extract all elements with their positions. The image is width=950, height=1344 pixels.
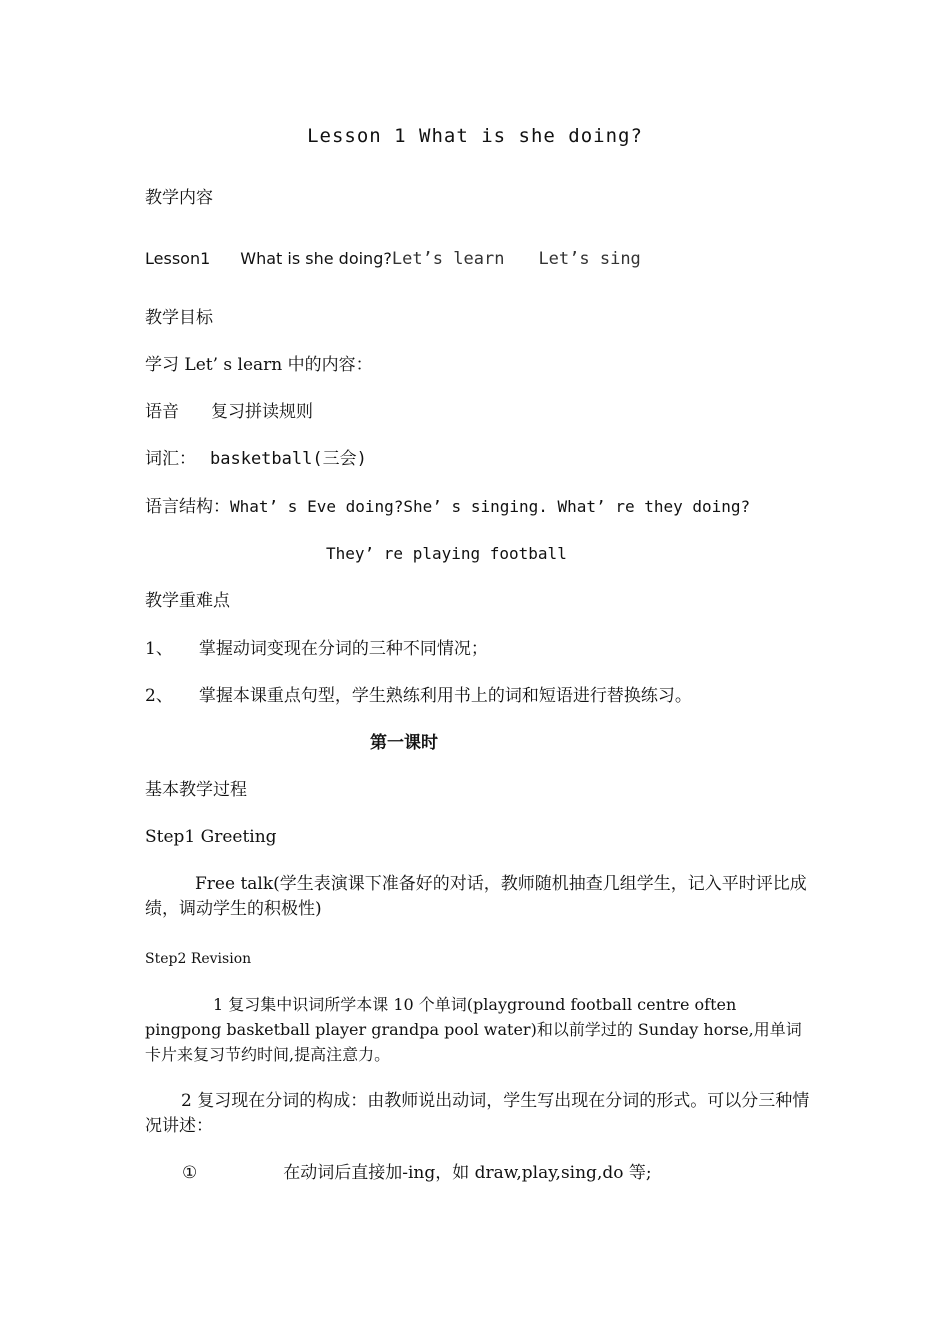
vocab-text: basketball(三会) [210,449,367,469]
free-talk-paragraph: Free talk(学生表演课下准备好的对话，教师随机抽查几组学生，记入平时评比成绩，调动学生的积极性) [145,874,807,919]
lesson-line [145,247,641,271]
revision-paragraph-1: 1 复习集中识词所学本课 10 个单词(playground football centre often pingpong basketball player grandpa pool water)和以前学过的 Sunday horse,用单词卡片来复习节约时间,提高注意力。 [145,995,802,1064]
lets-sing-label: Let’s sing [538,249,641,269]
vocab-label: 词汇： [145,449,196,469]
revision-paragraph-2: 2 复习现在分词的构成：由教师说出动词，学生写出现在分词的形式。可以分三种情况讲述： [145,1091,810,1136]
structure-text-2: They’ re playing football [326,544,567,563]
key-point-text: 掌握本课重点句型，学生熟练利用书上的词和短语进行替换练习。 [198,686,692,706]
heading-teaching-goals: 教学目标 [145,308,213,328]
structure-line [145,495,750,519]
heading-teaching-content: 教学内容 [145,188,213,208]
step1-heading: Step1 Greeting [145,827,277,847]
case-1-num: ① [182,1163,198,1183]
structure-text: What’ s Eve doing?She’ s singing. What’ re they doing? [230,497,751,516]
step2-heading: Step2 Revision [145,951,252,967]
case-1-text: 在动词后直接加-ing，如 draw,play,sing,do 等; [283,1163,652,1183]
structure-label: 语言结构： [145,497,230,517]
phonics-line [145,400,313,424]
lets-learn-label: Let’s learn [391,249,505,269]
lesson-number: Lesson1 [145,249,211,268]
lesson-name: What is she doing? [240,249,392,268]
case-1-line [182,1161,652,1185]
vocab-line [145,447,367,471]
document-title: Lesson 1 What is she doing? [307,125,643,147]
phonics-label: 语音 [145,402,179,422]
phonics-text: 复习拼读规则 [211,402,313,422]
period-heading: 第一课时 [370,733,438,753]
heading-process: 基本教学过程 [145,780,247,800]
key-point-2 [145,684,692,708]
key-point-1 [145,637,488,661]
goal-intro: 学习 Let’ s learn 中的内容： [145,355,373,375]
key-point-num: 2、 [145,686,173,706]
heading-key-points: 教学重难点 [145,591,230,611]
key-point-text: 掌握动词变现在分词的三种不同情况； [198,639,488,659]
key-point-num: 1、 [145,639,173,659]
